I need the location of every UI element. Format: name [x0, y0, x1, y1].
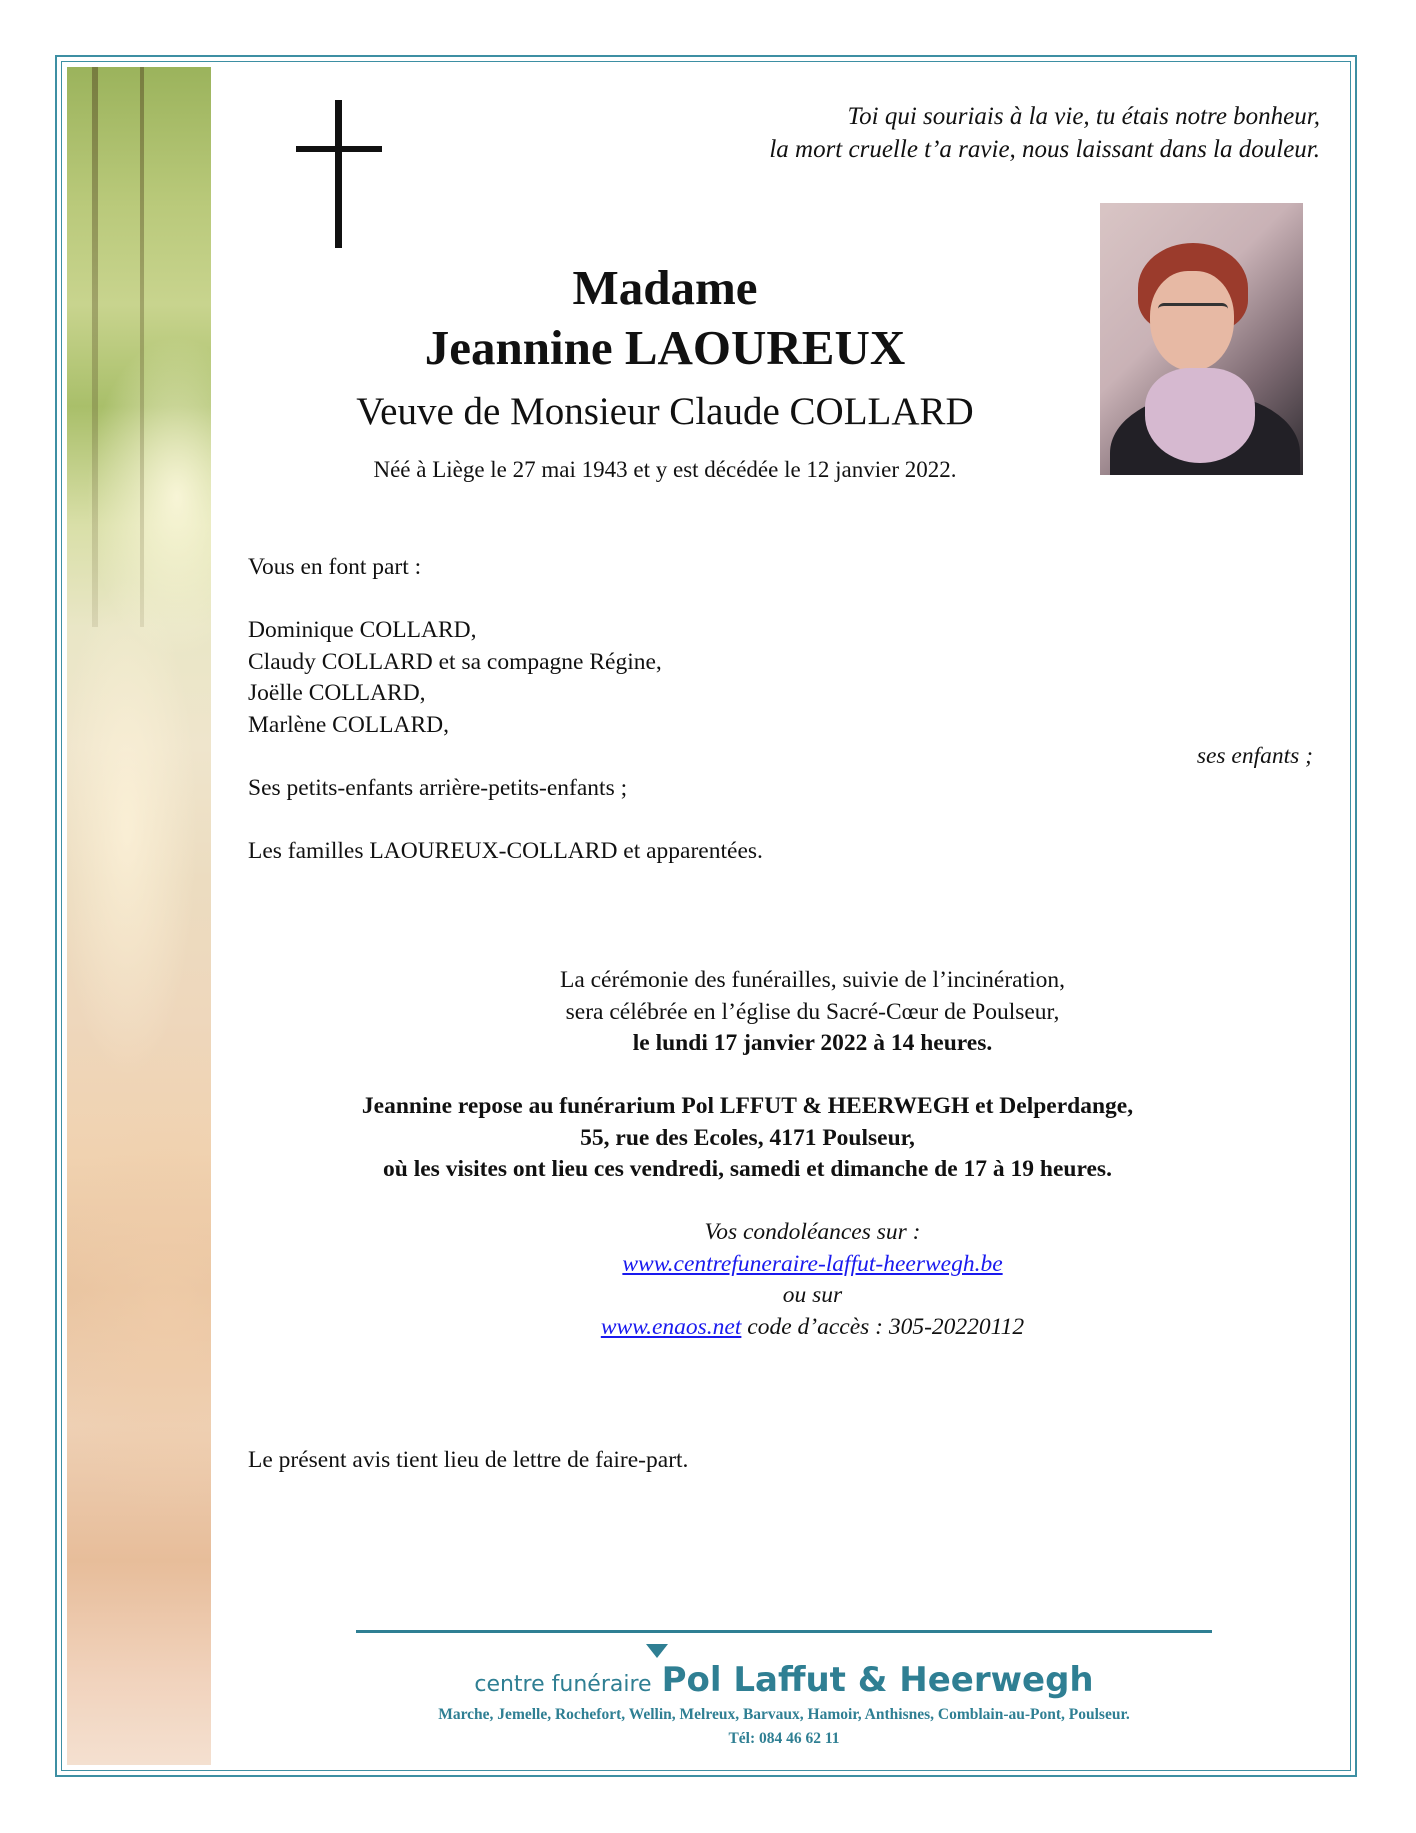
deceased-title: Madame — [572, 260, 758, 315]
logo-prefix: centre funéraire — [474, 1672, 652, 1697]
condolences-link-funeral-home[interactable]: www.centrefuneraire-laffut-heerwegh.be — [622, 1250, 1003, 1277]
visitation-line: Jeannine repose au funérarium Pol LFFUT & HEERWEGH et Delperdange, — [361, 1093, 1134, 1119]
announcement-section — [248, 552, 1313, 867]
footer-divider — [356, 1630, 1212, 1633]
funeral-home-logo — [356, 1660, 1212, 1700]
birth-death-dates: Néé à Liège le 27 mai 1943 et y est décédée le 12 janvier 2022. — [373, 457, 957, 482]
child-name: Claudy COLLARD et sa compagne Régine, — [248, 648, 662, 675]
condolences-or: ou sur — [782, 1282, 843, 1308]
condolences-intro: Vos condoléances sur : — [704, 1219, 921, 1245]
child-name: Dominique COLLARD, — [248, 617, 477, 643]
visitation-hours: où les visites ont lieu ces vendredi, samedi et dimanche de 17 à 19 heures. — [383, 1156, 1112, 1182]
visitation-address: 55, rue des Ecoles, 4171 Poulseur, — [580, 1124, 915, 1151]
announcement-intro: Vous en font part : — [248, 554, 422, 580]
access-code: code d’accès : 305-20220112 — [741, 1313, 1025, 1340]
logo-triangle-icon — [646, 1644, 668, 1658]
notice-text: Le présent avis tient lieu de lettre de faire-part. — [248, 1447, 689, 1473]
child-name: Joëlle COLLARD, — [248, 680, 426, 706]
widow-of: Veuve de Monsieur Claude COLLARD — [356, 390, 974, 433]
children-label: ses enfants ; — [1196, 743, 1313, 769]
deceased-name: Jeannine LAOUREUX — [424, 320, 906, 375]
tree-trunk-decoration — [140, 67, 144, 627]
memorial-quote — [620, 100, 1320, 166]
grandchildren-line: Ses petits-enfants arrière-petits-enfants ; — [248, 774, 628, 801]
tree-trunk-decoration — [92, 67, 98, 627]
ceremony-date: le lundi 17 janvier 2022 à 14 heures. — [632, 1030, 993, 1056]
portrait-photo — [1100, 203, 1303, 475]
quote-line: la mort cruelle t’a ravie, nous laissant dans la douleur. — [769, 136, 1320, 163]
child-name: Marlène COLLARD, — [248, 711, 450, 738]
deceased-heading — [255, 258, 1075, 378]
ceremony-line: sera célébrée en l’église du Sacré-Cœur de Poulseur, — [565, 998, 1060, 1025]
forest-path-photo — [67, 67, 211, 1765]
condolences-link-enaos[interactable]: www.enaos.net — [600, 1313, 742, 1340]
families-line: Les familles LAOUREUX-COLLARD et apparentées. — [248, 837, 763, 864]
footer-towns: Marche, Jemelle, Rochefort, Wellin, Melreux, Barvaux, Hamoir, Anthisnes, Comblain-au-Pont, Poulseur. — [438, 1706, 1130, 1723]
quote-line: Toi qui souriais à la vie, tu étais notre bonheur, — [847, 103, 1320, 130]
logo-brand: Pol Laffut & Heerwegh — [661, 1660, 1094, 1700]
ceremony-section — [255, 965, 1370, 1343]
footer-phone: Tél: 084 46 62 11 — [728, 1730, 840, 1747]
ceremony-line: La cérémonie des funérailles, suivie de l’incinération, — [559, 967, 1066, 993]
